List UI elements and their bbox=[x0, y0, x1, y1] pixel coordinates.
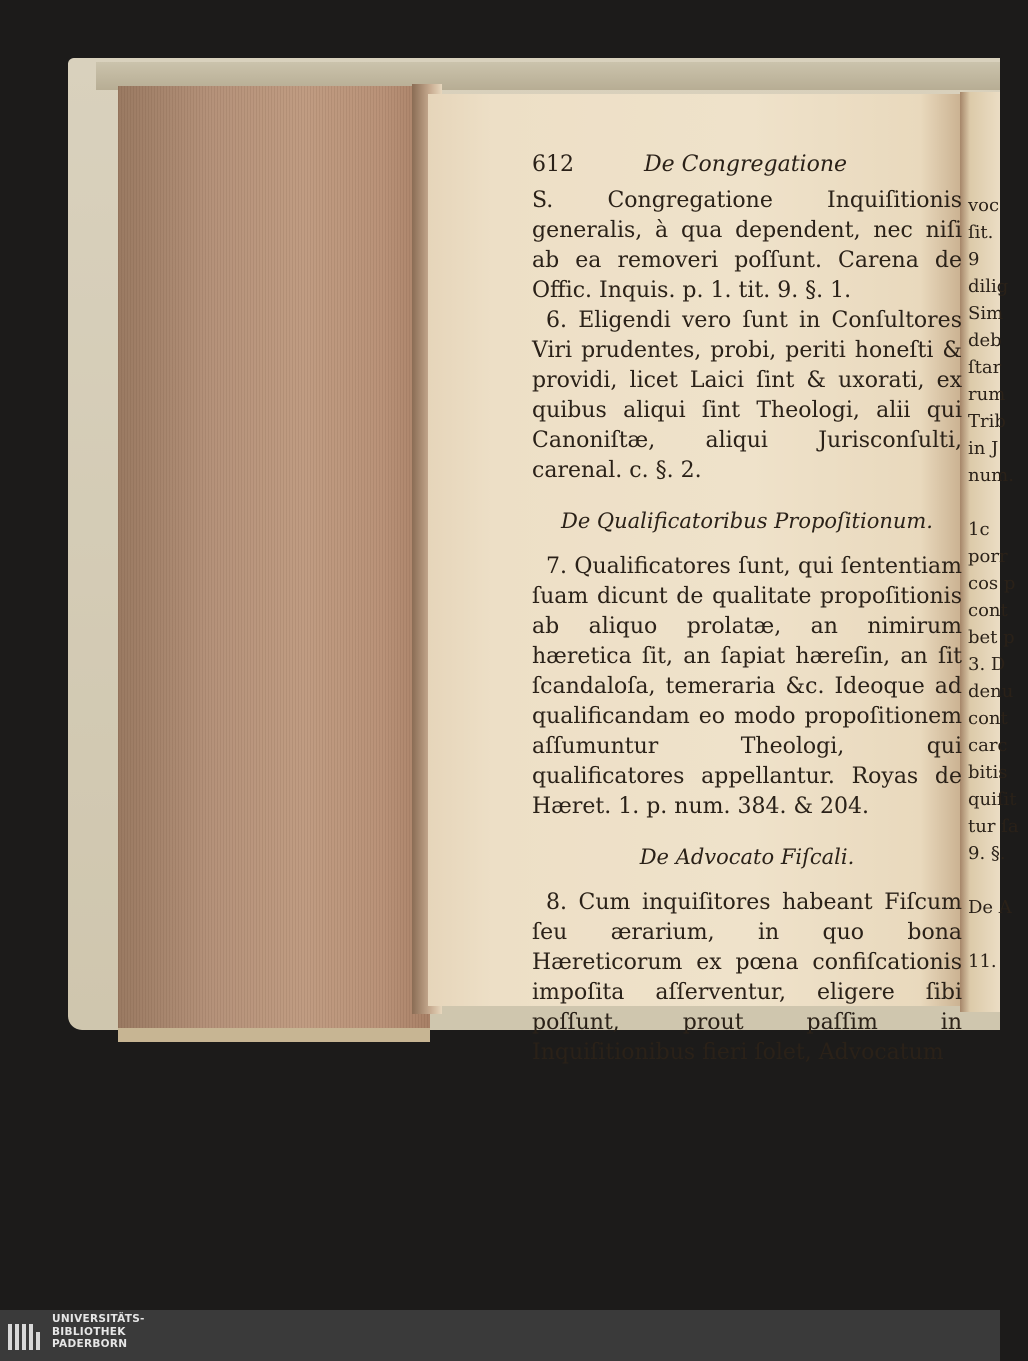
right-page-sliver bbox=[960, 92, 1019, 1012]
next-page-fragment: carc bbox=[968, 735, 1008, 756]
library-name bbox=[52, 1313, 145, 1351]
running-header bbox=[532, 150, 962, 180]
library-line: UNIVERSITÄTS- bbox=[52, 1313, 145, 1325]
paragraph-5: S. Congregatione Inquiſitionis generalis, à qua dependent, nec niſi ab ea removeri poſſunt. Carena de Offic. Inquis. p. 1. tit. 9. §. 1. bbox=[532, 188, 962, 303]
next-page-fragment: ſit. bbox=[968, 222, 994, 243]
next-page-fragment: quiſit bbox=[968, 789, 1017, 810]
next-page-fragment: 3. D bbox=[968, 654, 1006, 675]
page-text bbox=[532, 150, 962, 1068]
next-page-fragment: num. bbox=[968, 465, 1014, 486]
next-page-fragment: De A bbox=[968, 897, 1012, 918]
next-page-fragment bbox=[968, 489, 1028, 516]
section-heading-qualificatores: De Qualificatoribus Propoſitionum. bbox=[560, 509, 933, 533]
library-logo-icon bbox=[8, 1324, 42, 1350]
running-title: De Congregatione bbox=[644, 152, 848, 177]
next-page-fragment: cont bbox=[968, 600, 1008, 621]
next-page-fragment: in J bbox=[968, 438, 999, 459]
page-number: 612 bbox=[532, 152, 574, 177]
library-line: BIBLIOTHEK bbox=[52, 1325, 126, 1338]
next-page-fragment: ſtar bbox=[968, 357, 1002, 378]
next-page-fragment: bet p bbox=[968, 627, 1015, 648]
next-page-fragment bbox=[968, 921, 1028, 948]
next-page-fragment: porr bbox=[968, 546, 1008, 567]
next-page-fragment: 9 bbox=[968, 249, 980, 270]
library-line: PADERBORN bbox=[52, 1338, 128, 1350]
page-edges bbox=[118, 86, 430, 1042]
paragraph-8: 8. Cum inquiſitores habeant Fiſcum ſeu ærarium, in quo bona Hæreticorum ex pœna confiſcationis impoſita aſſerventur, eligere ſibi poſſunt, prout paſſim in Inquiſitionibus fieri ſolet, Advocatum bbox=[532, 890, 962, 1065]
next-page-fragment: cont bbox=[968, 708, 1008, 729]
next-page-fragment bbox=[968, 867, 1028, 894]
next-page-fragment: voc bbox=[968, 195, 1000, 216]
next-page-fragment: rum bbox=[968, 384, 1006, 405]
next-page-fragment: bitis bbox=[968, 762, 1008, 783]
next-page-fragment: dilig bbox=[968, 276, 1009, 297]
paragraph-6: 6. Eligendi vero ſunt in Conſultores Viri prudentes, probi, periti honeſti & providi, licet Laici ſint & uxorati, ex quibus aliqui ſint Theologi, alii qui Canoniſtæ, aliqui Jurisconſulti, carenal. c. §. 2. bbox=[532, 308, 962, 483]
paragraph-7: 7. Qualificatores ſunt, qui ſententiam ſuam dicunt de qualitate propoſitionis ab aliquo prolatæ, an nimirum hæretica ſit, an ſapiat hæreſin, an ſit ſcandaloſa, temeraria &c. Ideoque ad qualificandam eo modo propoſitionem aſſumuntur Theologi, qui qualificatores appellantur. Royas de Hæret. 1. p. num. 384. & 204. bbox=[532, 554, 962, 819]
next-page-fragment: cos p bbox=[968, 573, 1016, 594]
next-page-fragment: 9. §. bbox=[968, 843, 1006, 864]
next-page-fragment: tur ſa bbox=[968, 816, 1019, 837]
next-page-fragment: denu bbox=[968, 681, 1014, 702]
next-page-fragment: 1c bbox=[968, 519, 990, 540]
next-page-fragment: Trib bbox=[968, 411, 1006, 432]
library-footer bbox=[0, 1310, 1000, 1361]
next-page-fragment: Sim bbox=[968, 303, 1004, 324]
next-page-fragment: deb bbox=[968, 330, 1002, 351]
section-heading-advocatus: De Advocato Fiſcali. bbox=[639, 845, 855, 869]
next-page-column bbox=[968, 192, 1028, 975]
next-page-fragment: 11. bbox=[968, 951, 997, 972]
